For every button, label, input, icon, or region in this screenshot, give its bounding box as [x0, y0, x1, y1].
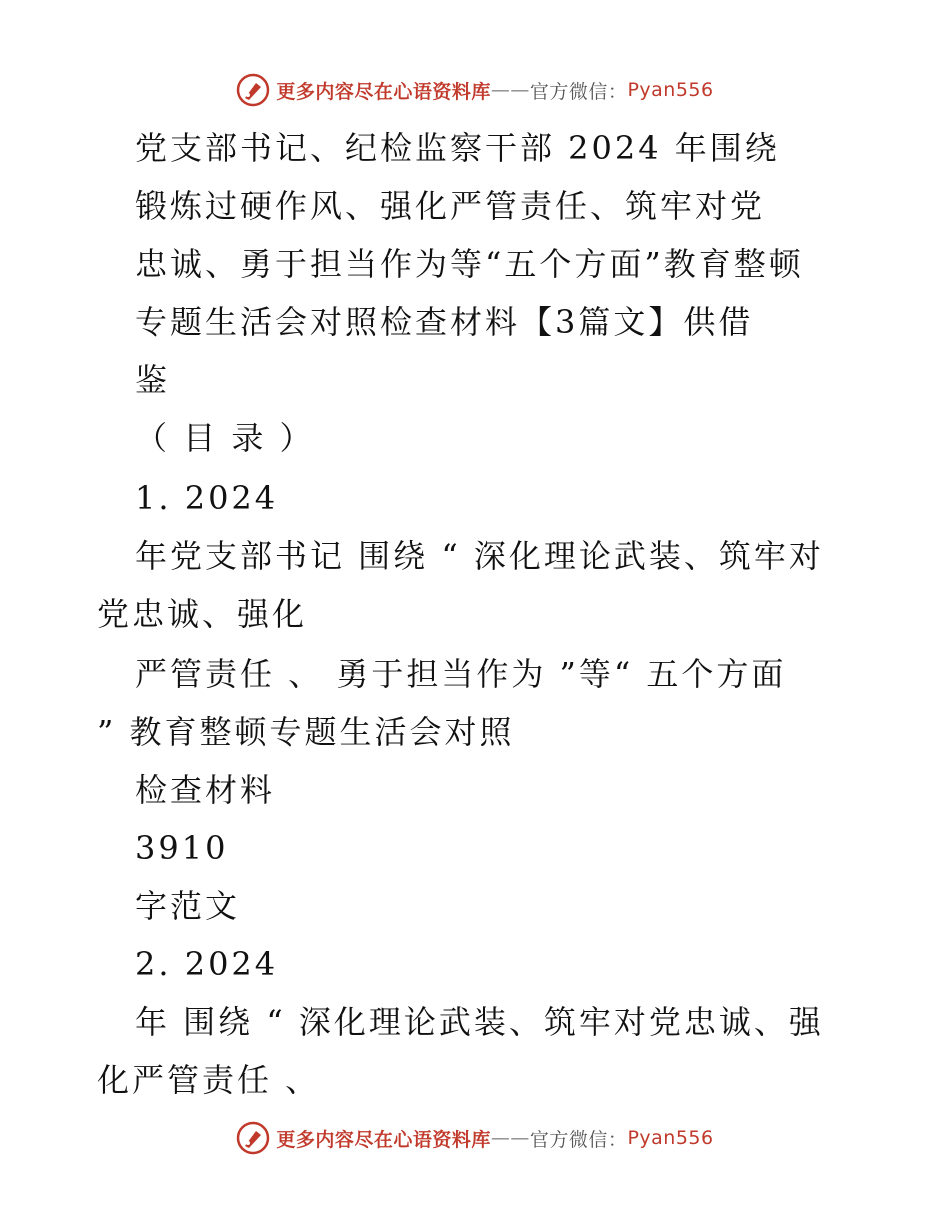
- watermark-label: 官方微信：: [529, 80, 628, 103]
- text-line: 党支部书记、纪检监察干部 2024 年围绕: [135, 129, 780, 167]
- text-line: 1. 2024: [135, 479, 279, 517]
- text-line: 3910: [135, 829, 229, 867]
- watermark-lead: 更多内容尽在心语资料库: [276, 1128, 491, 1151]
- toc-heading: （ 目 录 ）: [135, 419, 315, 457]
- text-line: 检查材料: [135, 771, 276, 809]
- watermark-label: 官方微信：: [529, 1128, 628, 1151]
- text-line: 化严管责任 、: [97, 1061, 321, 1099]
- text-line: 年党支部书记 围绕 “ 深化理论武装、筑牢对: [135, 537, 824, 575]
- text-line: 2. 2024: [135, 945, 279, 983]
- pen-nib-circle-icon: [236, 1121, 270, 1155]
- text-line: 忠诚、勇于担当作为等“五个方面”教育整顿: [135, 245, 804, 283]
- text-line: 严管责任 、 勇于担当作为 ”等“ 五个方面: [135, 655, 787, 693]
- watermark-separator: ——: [490, 79, 530, 101]
- text-line: 字范文: [135, 887, 241, 925]
- watermark-account: Pyan556: [627, 79, 714, 101]
- text-line: 专题生活会对照检查材料【3篇文】供借: [135, 303, 754, 341]
- watermark-separator: ——: [490, 1127, 530, 1149]
- text-line: 锻炼过硬作风、强化严管责任、筑牢对党: [135, 187, 766, 225]
- text-line: 党忠诚、强化: [97, 595, 308, 633]
- watermark-account: Pyan556: [627, 1127, 714, 1149]
- watermark-lead: 更多内容尽在心语资料库: [276, 80, 491, 103]
- watermark-banner-bottom: [0, 1118, 950, 1158]
- text-line: ” 教育整顿专题生活会对照: [97, 713, 515, 751]
- text-line: 鉴: [135, 361, 171, 399]
- text-line: 年 围绕 “ 深化理论武装、筑牢对党忠诚、强: [135, 1003, 824, 1041]
